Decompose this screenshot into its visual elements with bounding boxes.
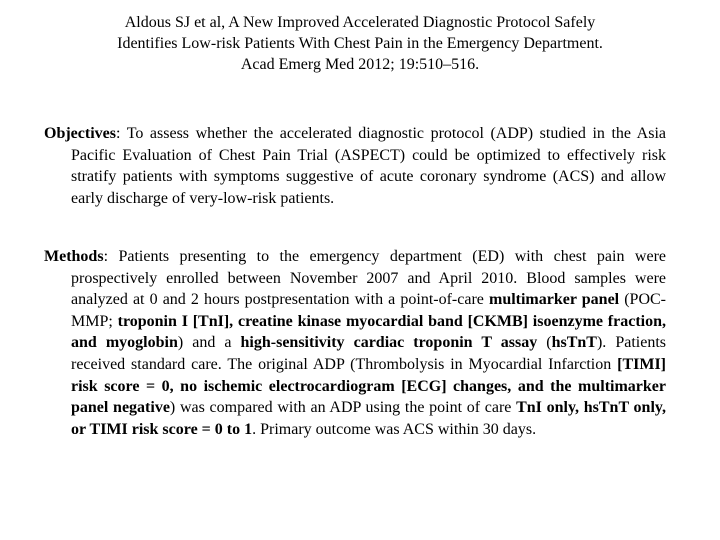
methods-label: Methods — [44, 248, 104, 265]
methods-bold-markers: troponin I [TnI], creatine kinase myocardial band [CKMB] isoenzyme fraction, and myoglobin — [71, 312, 667, 352]
methods-bold-hs-assay: high-sensitivity cardiac troponin T assay — [240, 334, 538, 352]
methods-bold-hstnt: hsTnT — [551, 334, 597, 352]
methods-bold-timi: [TIMI] risk score = 0, no ischemic electrocardiogram [ECG] changes, and the multimarker panel negative — [71, 355, 666, 417]
citation-line-2: Identifies Low-risk Patients With Chest Pain in the Emergency Department. — [117, 35, 603, 52]
methods-text-3: ) and a — [177, 334, 241, 352]
objectives-text: : To assess whether the accelerated diagnostic protocol (ADP) studied in the Asia Pacific Evaluation of Chest Pain Trial (ASPECT) could be optimized to effectively risk stratify patients with symptoms suggestive of acute coronary syndrome (ACS) and allow early discharge of very-low-risk patients. — [71, 125, 666, 207]
methods-text-1: : Patients presenting to the emergency department (ED) with chest pain were prospectively enrolled between November 2007 and April 2010. Blood samples were analyzed at 0 and 2 hours postpresentation with a point-of-care — [71, 248, 666, 309]
citation-line-1: Aldous SJ et al, A New Improved Accelerated Diagnostic Protocol Safely — [124, 14, 596, 31]
objectives-paragraph — [44, 123, 666, 209]
methods-text-2: (POC-MMP; — [71, 291, 667, 330]
methods-paragraph — [44, 246, 666, 440]
methods-text-5: ). Patients received standard care. The original ADP (Thrombolysis in Myocardial Infarction — [71, 334, 667, 373]
citation-header — [40, 12, 680, 75]
objectives-label: Objectives — [44, 125, 116, 142]
methods-bold-options: TnI only, hsTnT only, or TIMI risk score = 0 to 1 — [71, 399, 666, 438]
methods-bold-multimarker: multimarker panel — [488, 291, 620, 309]
citation-line-3: Acad Emerg Med 2012; 19:510–516. — [240, 56, 480, 73]
methods-text-6: ) was compared with an ADP using the point of care — [169, 399, 517, 417]
methods-text-7: . Primary outcome was ACS within 30 days. — [252, 420, 537, 438]
methods-text-4: ( — [537, 334, 552, 352]
